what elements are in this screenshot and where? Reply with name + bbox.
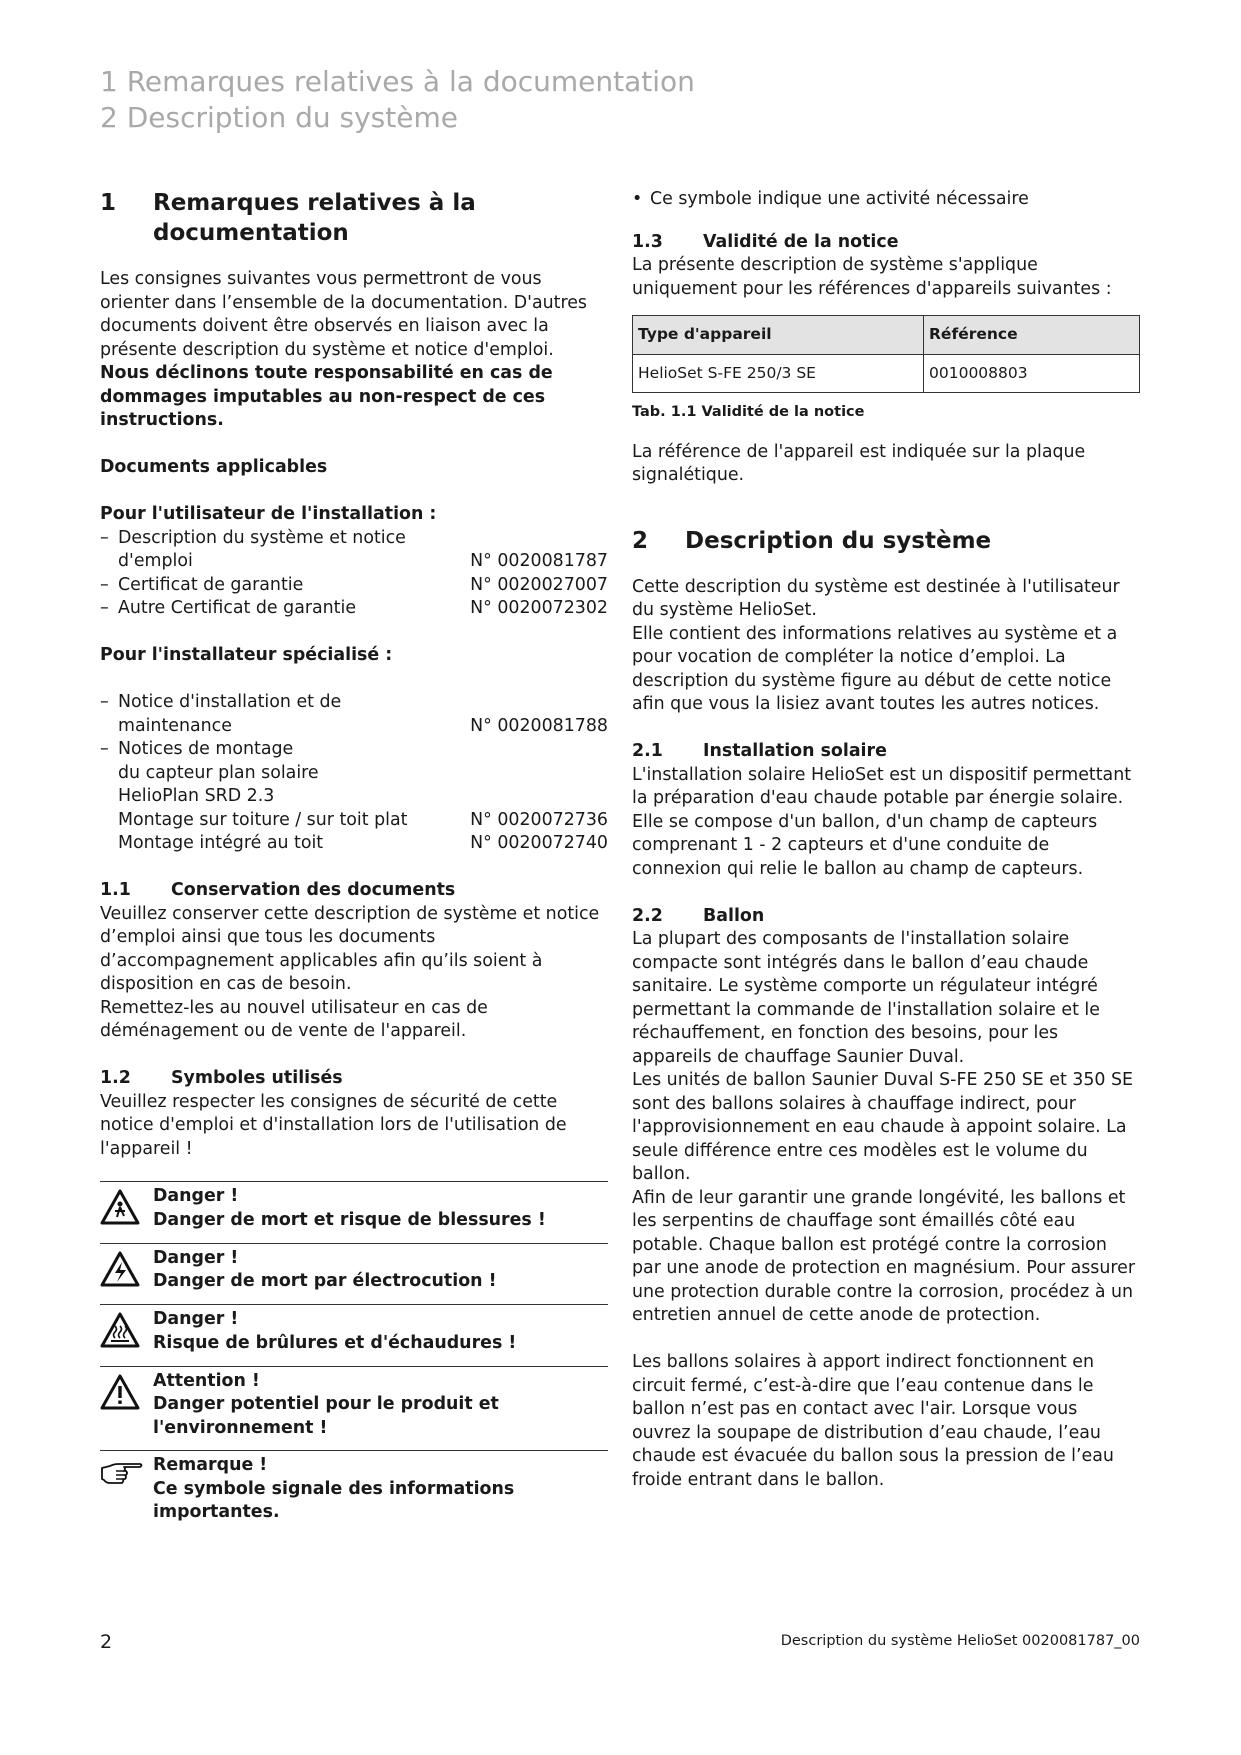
section-title: Validité de la notice [703,231,899,252]
warning-block [100,1181,608,1243]
footer-document-reference: Description du système HelioSet 0020081787_00 [780,1633,1140,1649]
section-number: 1.1 [100,880,131,900]
document-label: Description du système et notice [118,527,406,548]
document-number: N° 0020072740 [470,833,608,853]
table-header-row [633,316,1140,355]
paragraph: Les ballons solaires à apport indirect fonctionnent en circuit fermé, c’est-à-dire que l’eau contenue dans le ballon n’est pas en contact avec l'air. Lorsque vous ouvrez la soupape de distribution d’eau chaude, l’eau chaude est évacuée du ballon sous la pression de l’eau froide entrant dans le ballon. [632,1352,1114,1490]
list-item: – Certificat de garantie N° 0020027007 [100,574,608,598]
table-cell: HelioSet S-FE 250/3 SE [633,354,924,393]
warning-text: Danger de mort par électrocution ! [153,1271,497,1291]
header-line-1: 1 Remarques relatives à la documentation [100,65,695,98]
header-line-2: 2 Description du système [100,101,458,134]
electrocution-icon [100,1251,140,1287]
document-label: Notice d'installation et de [118,692,342,712]
warning-text: Danger de mort et risque de blessures ! [153,1209,546,1230]
warning-title: Danger ! [153,1247,239,1268]
paragraph: La référence de l'appareil est indiquée sur la plaque signalétique. [632,441,1086,485]
document-label: Notices de montage [118,739,294,759]
installer-documents-heading: Pour l'installateur spécialisé : [100,645,393,665]
document-number: N° 0020072302 [470,598,608,618]
paragraph: La plupart des composants de l'installation solaire compacte sont intégrés dans le ballon d’eau chaude sanitaire. Le système comporte un régulateur intégré permettant la commande de l'installation solaire et le réchauffement, en fonction des besoins, pour les appareils de chauffage Saunier Duval. [632,929,1100,1067]
table-caption: Tab. 1.1 Validité de la notice [632,404,865,420]
warning-title: Danger ! [153,1186,239,1206]
paragraph: Veuillez conserver cette description de système et notice d’emploi ainsi que tous les documents d’accompagnement applicables afin qu’ils soient à disposition en cas de besoin. [100,903,600,994]
document-number: N° 0020027007 [470,574,608,595]
intro-paragraph: Les consignes suivantes vous permettront de vous orienter dans l’ensemble de la documentation. D'autres documents doivent être observés en liaison avec la présente description du système et notice d'emploi. [100,269,587,360]
section-number: 1 [100,190,117,216]
section-title: Installation solaire [703,741,887,761]
document-number: N° 0020072736 [470,809,608,830]
column-header: Référence [924,316,1140,355]
document-number: N° 0020081788 [470,715,608,736]
validity-table [632,315,1140,393]
activity-bullet [632,188,1140,212]
warning-title: Attention ! [153,1370,260,1391]
paragraph: Cette description du système est destinée à l'utilisateur du système HelioSet. [632,576,1120,620]
paragraph: L'installation solaire HelioSet est un dispositif permettant la préparation d'eau chaude potable par énergie solaire. [632,764,1132,808]
document-label: d'emploi [118,551,193,571]
left-column [100,188,608,1535]
warning-block [100,1366,608,1451]
document-number: N° 0020081787 [470,551,608,571]
section-number: 2.2 [632,905,663,926]
section-1-1-heading [100,879,608,903]
list-item: – Notices de montage du capteur plan solaire HelioPlan SRD 2.3 Montage sur toiture / sur toit plat N° 0020072736 Montage intégré au toit N° 0020072740 [100,738,608,856]
pointing-hand-icon [100,1458,144,1486]
document-label: Montage intégré au toit [118,833,324,853]
section-1-2-heading [100,1067,608,1091]
warning-block [100,1243,608,1305]
section-1-3-heading [632,231,1140,255]
section-title: Conservation des documents [171,880,456,900]
list-item: – Notice d'installation et de maintenance N° 0020081788 [100,691,608,738]
section-number: 2 [632,527,649,554]
section-2-2-heading [632,905,1140,929]
table-row [633,354,1140,393]
warning-title: Danger ! [153,1309,239,1329]
note-text: Ce symbole signale des informations importantes. [153,1478,515,1522]
section-2-heading [632,526,1140,556]
section-number: 1.2 [100,1068,131,1088]
paragraph: Afin de leur garantir une grande longévité, les ballons et les serpentins de chauffage sont émaillés côté eau potable. Chaque ballon est protégé contre la corrosion par une anode de protection en magnésium. Pour assurer une protection durable contre la corrosion, procédez à un entretien annuel de cette anode de protection. [632,1187,1136,1325]
disclaimer-paragraph: Nous déclinons toute responsabilité en cas de dommages imputables au non-respect de ces instructions. [100,363,553,430]
bullet-icon: • [632,189,643,209]
document-label: du capteur plan solaire [118,762,319,783]
right-column [632,188,1140,1492]
documents-heading: Documents applicables [100,457,328,477]
list-item: – Description du système et notice d'emploi N° 0020081787 [100,527,608,574]
section-1-heading [100,188,608,248]
note-title: Remarque ! [153,1455,268,1475]
document-label: Certificat de garantie [118,574,304,595]
section-number: 2.1 [632,741,663,761]
user-documents-list [100,527,608,621]
warning-block [100,1304,608,1366]
installer-documents-list [100,691,608,856]
column-header: Type d'appareil [633,316,924,355]
document-label: Montage sur toiture / sur toit plat [118,809,408,830]
page-number: 2 [100,1631,113,1653]
burn-icon [100,1312,140,1348]
attention-icon [100,1374,140,1410]
document-label: Autre Certificat de garantie [118,598,357,618]
list-item: – Autre Certificat de garantie N° 0020072302 [100,597,608,621]
document-label: maintenance [118,715,232,736]
document-label: HelioPlan SRD 2.3 [118,786,275,806]
paragraph: Elle contient des informations relatives au système et a pour vocation de compléter la notice d’emploi. La description du système figure au début de cette notice afin que vous la lisiez avant toutes les autres notices. [632,623,1118,714]
page-header [100,64,695,136]
user-documents-heading: Pour l'utilisateur de l'installation : [100,504,437,524]
paragraph: La présente description de système s'applique uniquement pour les références d'appareils suivantes : [632,255,1112,299]
note-block [100,1450,608,1535]
paragraph: Remettez-les au nouvel utilisateur en cas de déménagement ou de vente de l'appareil. [100,997,488,1041]
table-cell: 0010008803 [924,354,1140,393]
section-2-1-heading [632,740,1140,764]
section-title: Remarques relatives à la documentation [153,190,476,246]
paragraph: Les unités de ballon Saunier Duval S-FE 250 SE et 350 SE sont des ballons solaires à chauffage indirect, pour l'approvisionnement en eau chaude à appoint solaire. La seule différence entre ces modèles est le volume du ballon. [632,1070,1134,1184]
bullet-text: Ce symbole indique une activité nécessaire [650,189,1029,209]
warning-text: Risque de brûlures et d'échaudures ! [153,1332,517,1353]
paragraph: Veuillez respecter les consignes de sécurité de cette notice d'emploi et d'installation lors de l'utilisation de l'appareil ! [100,1091,567,1159]
paragraph: Elle se compose d'un ballon, d'un champ de capteurs comprenant 1 - 2 capteurs et d'une conduite de connexion qui relie le ballon au champ de capteurs. [632,811,1098,879]
danger-person-icon [100,1189,140,1225]
section-title: Ballon [703,905,765,926]
section-title: Description du système [685,527,992,554]
warning-text: Danger potentiel pour le produit et l'environnement ! [153,1394,499,1438]
section-title: Symboles utilisés [171,1068,343,1088]
section-number: 1.3 [632,231,663,252]
